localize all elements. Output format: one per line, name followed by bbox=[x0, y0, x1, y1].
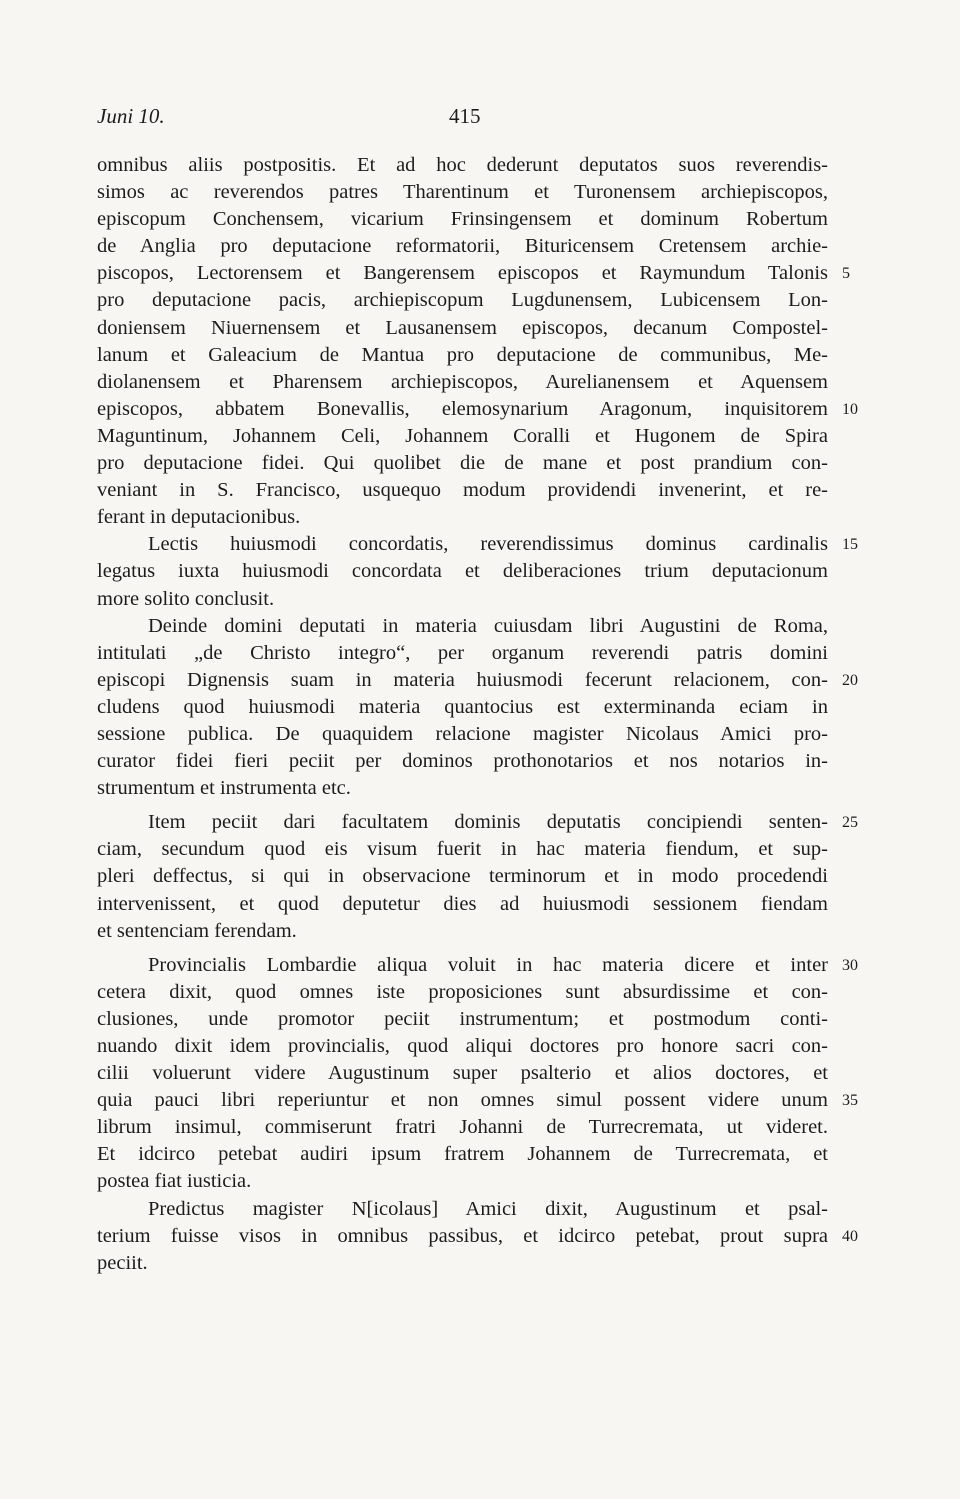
line-text: Provincialis Lombardie aliqua voluit in hac materia dicere et inter bbox=[148, 953, 828, 976]
text-line bbox=[97, 1168, 828, 1195]
text-line bbox=[97, 613, 828, 640]
line-text: postea fiat iusticia. bbox=[97, 1170, 252, 1193]
text-line bbox=[97, 775, 828, 802]
text-line bbox=[97, 863, 828, 890]
page-number: 415 bbox=[449, 104, 481, 128]
text-line bbox=[97, 206, 828, 233]
line-text: cilii voluerunt videre Augustinum super psalterio et alios doctores, et bbox=[97, 1062, 828, 1085]
line-text: nuando dixit idem provincialis, quod aliqui doctores pro honore sacri con- bbox=[97, 1035, 828, 1057]
text-line bbox=[97, 1114, 828, 1141]
text-line bbox=[97, 1223, 858, 1250]
line-text: ciam, secundum quod eis visum fuerit in hac materia fiendum, et sup- bbox=[97, 838, 828, 861]
text-line bbox=[97, 504, 828, 531]
running-head bbox=[97, 104, 828, 134]
line-text: intervenissent, et quod deputetur dies ad huiusmodi sessionem fiendam bbox=[97, 892, 828, 915]
line-number: 10 bbox=[842, 400, 858, 418]
line-text: veniant in S. Francisco, usquequo modum providendi invenerint, et re- bbox=[97, 479, 828, 502]
text-line bbox=[97, 450, 828, 477]
text-line bbox=[97, 477, 828, 504]
line-text: Lectis huiusmodi concordatis, reverendissimus dominus cardinalis bbox=[148, 533, 828, 556]
line-text: et sentenciam ferendam. bbox=[97, 919, 297, 942]
text-line bbox=[97, 287, 828, 314]
text-line bbox=[97, 233, 828, 260]
text-line bbox=[97, 748, 828, 775]
line-text: doniensem Niuernensem et Lausanensem episcopos, decanum Compostel- bbox=[97, 316, 828, 339]
line-text: pro deputacione pacis, archiepiscopum Lugdunensem, Lubicensem Lon- bbox=[97, 289, 828, 312]
line-text: lanum et Galeacium de Mantua pro deputacione de communibus, Me- bbox=[97, 343, 828, 366]
line-text: episcopos, abbatem Bonevallis, elemosynarium Aragonum, inquisitorem bbox=[97, 397, 828, 420]
line-text: Et idcirco petebat audiri ipsum fratrem Johannem de Turrecremata, et bbox=[97, 1143, 828, 1166]
line-text: terium fuisse visos in omnibus passibus, et idcirco petebat, prout supra bbox=[97, 1224, 828, 1247]
text-line bbox=[97, 918, 828, 945]
line-number: 5 bbox=[842, 265, 850, 283]
line-text: cludens quod huiusmodi materia quantocius est exterminanda eciam in bbox=[97, 695, 828, 718]
text-line bbox=[97, 152, 828, 179]
line-text: sessione publica. De quaquidem relacione magister Nicolaus Amici pro- bbox=[97, 722, 828, 745]
text-line bbox=[97, 952, 858, 979]
line-text: ferant in deputacionibus. bbox=[97, 506, 301, 529]
line-text: episcopum Conchensem, vicarium Frinsingensem et dominum Robertum bbox=[97, 208, 828, 231]
line-text: simos ac reverendos patres Tharentinum et Turonensem archiepiscopos, bbox=[97, 181, 828, 204]
text-line bbox=[97, 667, 858, 694]
line-text: intitulati „de Christo integro“, per organum reverendi patris domini bbox=[97, 641, 828, 664]
line-text: diolanensem et Pharensem archiepiscopos, Aurelianensem et Aquensem bbox=[97, 370, 828, 393]
text-line bbox=[97, 558, 828, 585]
text-line bbox=[97, 891, 828, 918]
line-number: 15 bbox=[842, 536, 858, 554]
text-line bbox=[97, 836, 828, 863]
line-text: clusiones, unde promotor peciit instrumentum; et postmodum conti- bbox=[97, 1007, 828, 1030]
text-line bbox=[97, 531, 858, 558]
line-text: Deinde domini deputati in materia cuiusdam libri Augustini de Roma, bbox=[148, 614, 828, 637]
line-number: 35 bbox=[842, 1092, 858, 1110]
text-line bbox=[97, 342, 828, 369]
line-number: 20 bbox=[842, 671, 858, 689]
line-text: pro deputacione fidei. Qui quolibet die de mane et post prandium con- bbox=[97, 452, 828, 475]
line-number: 25 bbox=[842, 814, 858, 832]
running-head-date: Juni 10. bbox=[97, 104, 165, 128]
text-line bbox=[97, 586, 828, 613]
text-line bbox=[97, 1196, 828, 1223]
line-text: Predictus magister N[icolaus] Amici dixit, Augustinum et psal- bbox=[148, 1197, 828, 1220]
line-text: omnibus aliis postpositis. Et ad hoc dederunt deputatos suos reverendis- bbox=[97, 154, 828, 176]
line-text: quia pauci libri reperiuntur et non omnes simul possent videre unum bbox=[97, 1089, 828, 1112]
text-line bbox=[97, 260, 850, 287]
text-line bbox=[97, 423, 828, 450]
line-text: legatus iuxta huiusmodi concordata et deliberaciones trium deputacionum bbox=[97, 560, 828, 583]
text-line bbox=[97, 1006, 828, 1033]
line-text: episcopi Dignensis suam in materia huiusmodi fecerunt relacionem, con- bbox=[97, 668, 828, 691]
text-line bbox=[97, 809, 858, 836]
text-line bbox=[97, 1141, 828, 1168]
line-text: cetera dixit, quod omnes iste proposiciones sunt absurdissime et con- bbox=[97, 980, 828, 1003]
text-line bbox=[97, 1250, 828, 1277]
line-text: more solito conclusit. bbox=[97, 587, 275, 610]
body-text bbox=[97, 152, 858, 1277]
line-text: Maguntinum, Johannem Celi, Johannem Coralli et Hugonem de Spira bbox=[97, 424, 828, 447]
line-text: librum insimul, commiserunt fratri Johanni de Turrecremata, ut videret. bbox=[97, 1116, 828, 1139]
line-number: 40 bbox=[842, 1227, 858, 1245]
line-text: pleri deffectus, si qui in observacione terminorum et in modo procedendi bbox=[97, 865, 828, 888]
line-number: 30 bbox=[842, 956, 858, 974]
text-line bbox=[97, 1060, 828, 1087]
line-text: de Anglia pro deputacione reformatorii, Bituricensem Cretensem archie- bbox=[97, 235, 828, 258]
line-text: curator fidei fieri peciit per dominos prothonotarios et nos notarios in- bbox=[97, 750, 828, 773]
text-line bbox=[97, 979, 828, 1006]
line-text: piscopos, Lectorensem et Bangerensem episcopos et Raymundum Talonis bbox=[97, 262, 828, 285]
line-text: strumentum et instrumenta etc. bbox=[97, 777, 351, 800]
text-line bbox=[97, 640, 828, 667]
text-line bbox=[97, 179, 828, 206]
text-line bbox=[97, 721, 828, 748]
text-line bbox=[97, 1033, 828, 1060]
text-line bbox=[97, 315, 828, 342]
text-line bbox=[97, 694, 828, 721]
text-line bbox=[97, 369, 828, 396]
text-line bbox=[97, 1087, 858, 1114]
text-line bbox=[97, 396, 858, 423]
line-text: peciit. bbox=[97, 1251, 148, 1274]
line-text: Item peciit dari facultatem dominis deputatis concipiendi senten- bbox=[148, 811, 828, 834]
